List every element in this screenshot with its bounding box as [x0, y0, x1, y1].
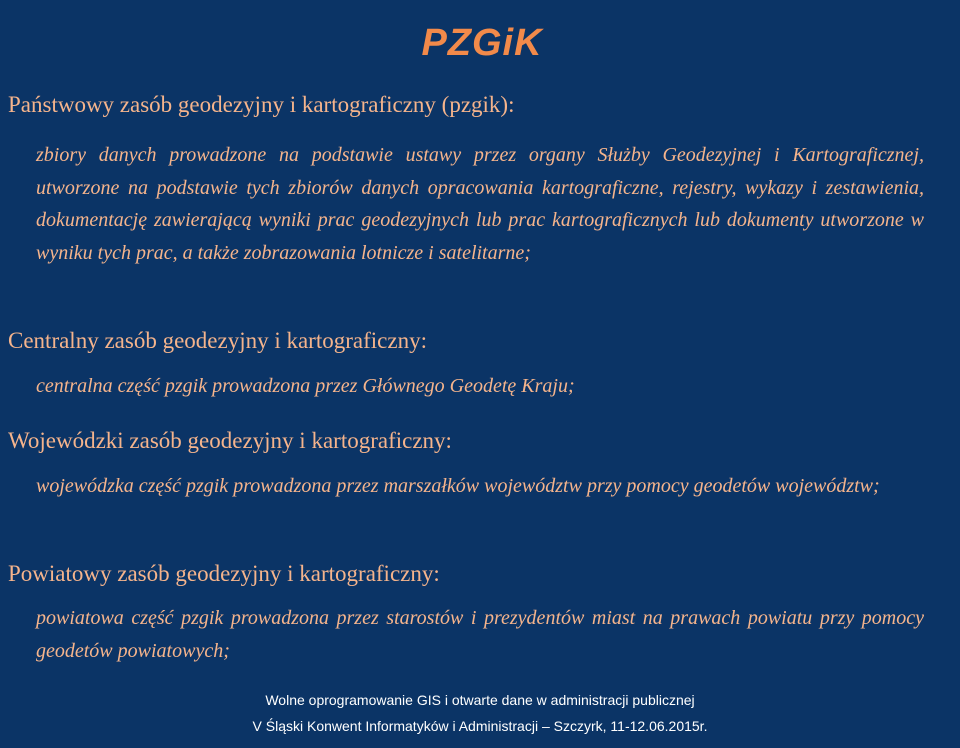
footer-line-conference: V Śląski Konwent Informatyków i Administracji – Szczyrk, 11-12.06.2015r. — [252, 718, 708, 734]
section-body-centralny: centralna część pzgik prowadzona przez Głównego Geodetę Kraju; — [36, 375, 575, 397]
section-body-wojewodzki: wojewódzka część pzgik prowadzona przez marszałków województw przy pomocy geodetów województw; — [36, 475, 880, 497]
section-heading-wojewodzki: Wojewódzki zasób geodezyjny i kartograficzny: — [8, 428, 452, 453]
section-heading-centralny: Centralny zasób geodezyjny i kartograficzny: — [8, 328, 427, 353]
slide-title — [0, 22, 960, 65]
section-heading-pzgik: Państwowy zasób geodezyjny i kartograficzny (pzgik): — [8, 92, 515, 117]
slide-title-text: PZGiK — [421, 22, 543, 64]
footer-line-event: Wolne oprogramowanie GIS i otwarte dane w administracji publicznej — [265, 692, 695, 708]
section-body-powiatowy: powiatowa część pzgik prowadzona przez starostów i prezydentów miast na prawach powiatu przy pomocy geodetów powiatowych; — [36, 607, 924, 662]
section-body-pzgik: zbiory danych prowadzone na podstawie ustawy przez organy Służby Geodezyjnej i Kartograficznej, utworzone na podstawie tych zbiorów danych opracowania kartograficzne, rejestry, wykazy i zestawienia, dokumentację zawierającą wyniki prac geodezyjnych lub prac kartograficznych lub dokumenty utworzone w wyniku tych prac, a także zobrazowania lotnicze i satelitarne; — [36, 144, 924, 264]
section-heading-powiatowy: Powiatowy zasób geodezyjny i kartograficzny: — [8, 561, 440, 586]
